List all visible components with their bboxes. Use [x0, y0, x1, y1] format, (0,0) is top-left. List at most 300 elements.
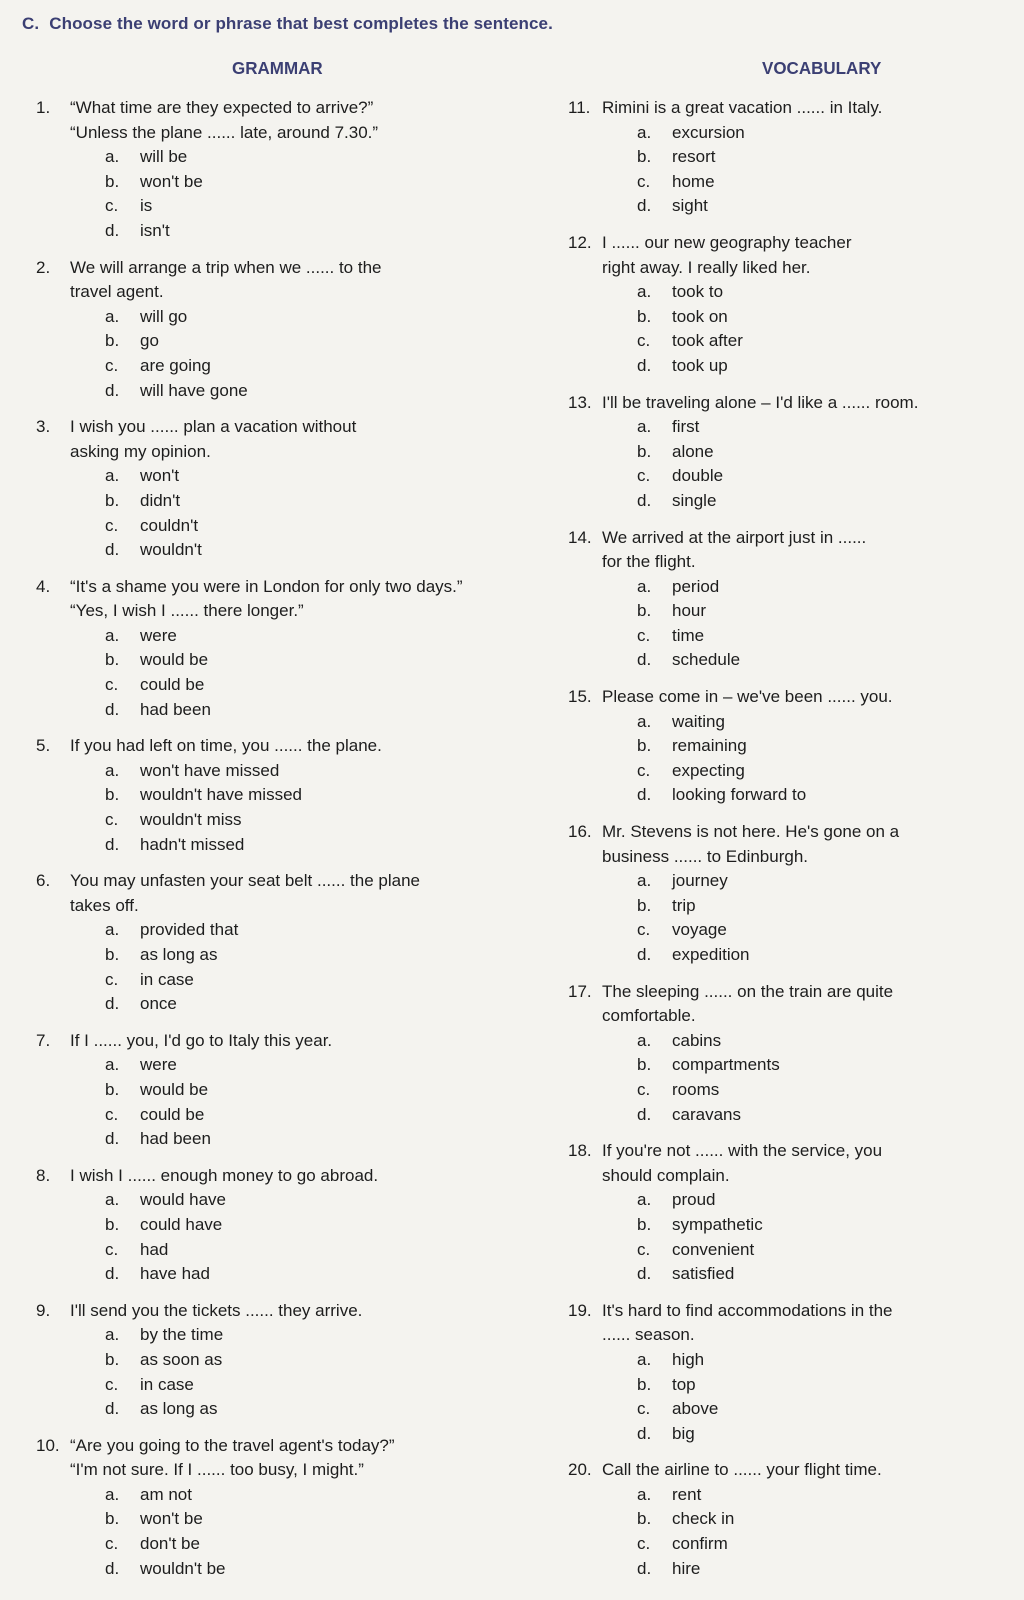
option-text: looking forward to: [672, 785, 807, 805]
answer-option[interactable]: [637, 894, 988, 919]
answer-option[interactable]: [637, 1373, 988, 1398]
answer-option[interactable]: [105, 648, 506, 673]
question-number: 5.: [36, 736, 51, 756]
option-text: were: [140, 625, 177, 645]
question-number: 15.: [568, 687, 592, 707]
answer-option[interactable]: [637, 783, 988, 808]
option-letter: d.: [637, 1558, 652, 1578]
option-text: as long as: [140, 945, 218, 964]
option-text: am not: [140, 1484, 192, 1504]
answer-option[interactable]: [105, 992, 506, 1017]
question-spacer: [568, 1287, 988, 1299]
answer-option[interactable]: [105, 464, 506, 489]
answer-option[interactable]: [637, 1557, 988, 1582]
option-text: are going: [140, 355, 211, 375]
option-letter: a.: [637, 1190, 652, 1210]
option-letter: c.: [105, 810, 119, 830]
answer-option[interactable]: [637, 624, 988, 649]
option-text: as soon as: [140, 1349, 223, 1369]
answer-option[interactable]: [105, 1188, 506, 1213]
question: [568, 526, 988, 674]
option-letter: d.: [105, 1558, 120, 1578]
option-letter: a.: [105, 1484, 120, 1504]
question-spacer: [36, 244, 506, 256]
answer-option[interactable]: [105, 1483, 506, 1508]
option-text: will be: [140, 147, 188, 167]
question-stem: If I ...... you, I'd go to Italy this year.: [70, 1030, 333, 1050]
option-letter: d.: [637, 1264, 652, 1284]
option-text: took after: [672, 331, 743, 351]
question-spacer: [568, 219, 988, 231]
answer-option[interactable]: [105, 783, 506, 808]
vocabulary-heading: VOCABULARY: [762, 58, 882, 79]
answer-option[interactable]: [105, 538, 506, 563]
question-number: 18.: [568, 1141, 592, 1161]
question-spacer: [568, 1127, 988, 1139]
question: [36, 96, 506, 244]
option-letter: b.: [105, 1509, 120, 1529]
option-letter: c.: [105, 1534, 119, 1554]
option-text: once: [140, 994, 177, 1014]
question: [36, 1029, 506, 1152]
option-letter: a.: [105, 466, 120, 486]
question: [36, 869, 506, 1017]
option-text: by the time: [140, 1325, 224, 1345]
answer-options: [637, 1483, 988, 1581]
answer-option[interactable]: [105, 1238, 506, 1263]
question-spacer: [568, 514, 988, 526]
option-text: had been: [140, 699, 211, 719]
answer-option[interactable]: [105, 1397, 506, 1422]
question: [568, 1299, 988, 1447]
option-text: took up: [672, 355, 728, 375]
option-text: excursion: [672, 122, 745, 142]
answer-option[interactable]: [637, 464, 988, 489]
option-letter: d.: [637, 650, 652, 670]
option-letter: c.: [637, 466, 651, 486]
option-text: above: [672, 1399, 719, 1419]
option-text: wouldn't be: [140, 1558, 226, 1578]
answer-options: [105, 1323, 506, 1421]
answer-option[interactable]: [637, 1262, 988, 1287]
option-text: would have: [140, 1190, 227, 1210]
answer-option[interactable]: [637, 1507, 988, 1532]
option-letter: b.: [637, 895, 652, 915]
question-stem: The sleeping ...... on the train are quite comfortable.: [602, 981, 894, 1026]
question: [36, 256, 506, 404]
option-text: took to: [672, 282, 724, 302]
question-spacer: [36, 1422, 506, 1434]
question-number: 11.: [568, 98, 591, 117]
option-text: won't: [140, 466, 180, 486]
answer-option[interactable]: [637, 280, 988, 305]
option-letter: a.: [105, 920, 120, 940]
answer-option[interactable]: [637, 1397, 988, 1422]
question: [36, 1164, 506, 1287]
question-stem: We will arrange a trip when we ...... to the travel agent.: [70, 257, 382, 302]
question-stem: Please come in – we've been ...... you.: [602, 687, 893, 707]
question-number: 4.: [36, 576, 51, 596]
question-spacer: [568, 379, 988, 391]
option-text: first: [672, 417, 700, 437]
option-letter: d.: [105, 1129, 120, 1149]
option-letter: b.: [105, 650, 120, 670]
answer-option[interactable]: [105, 698, 506, 723]
answer-option[interactable]: [637, 440, 988, 465]
option-text: had been: [140, 1129, 211, 1149]
answer-option[interactable]: [637, 1029, 988, 1054]
question-stem: “It's a shame you were in London for only two days.” “Yes, I wish I ...... there longer.”: [70, 576, 463, 621]
option-text: took on: [672, 306, 728, 326]
answer-options: [637, 869, 988, 967]
option-letter: d.: [105, 220, 120, 240]
answer-option[interactable]: [105, 514, 506, 539]
answer-option[interactable]: [105, 1348, 506, 1373]
option-text: rooms: [672, 1079, 720, 1099]
option-text: high: [672, 1349, 705, 1369]
question: [36, 415, 506, 563]
answer-option[interactable]: [637, 1053, 988, 1078]
option-letter: c.: [637, 760, 651, 780]
option-text: in case: [140, 969, 194, 989]
option-letter: d.: [637, 355, 652, 375]
question-number: 16.: [568, 822, 592, 842]
option-letter: b.: [105, 490, 120, 510]
answer-option[interactable]: [105, 489, 506, 514]
answer-option[interactable]: [105, 305, 506, 330]
option-letter: b.: [105, 1349, 120, 1369]
answer-option[interactable]: [637, 1103, 988, 1128]
option-text: could be: [140, 1104, 205, 1124]
option-text: alone: [672, 441, 714, 461]
option-text: home: [672, 171, 715, 191]
answer-option[interactable]: [637, 329, 988, 354]
question-stem: I ...... our new geography teacher right away. I really liked her.: [602, 232, 852, 277]
answer-options: [637, 1029, 988, 1127]
option-text: waiting: [672, 711, 725, 731]
vocabulary-column: [568, 96, 988, 1581]
question-spacer: [36, 722, 506, 734]
answer-option[interactable]: [105, 1262, 506, 1287]
option-text: double: [672, 466, 724, 486]
option-letter: c.: [637, 1534, 651, 1554]
option-text: couldn't: [140, 515, 199, 535]
answer-option[interactable]: [637, 145, 988, 170]
question-spacer: [36, 1287, 506, 1299]
option-letter: b.: [637, 1509, 652, 1529]
answer-options: [105, 305, 506, 403]
answer-option[interactable]: [105, 1323, 506, 1348]
answer-options: [105, 759, 506, 857]
option-letter: b.: [637, 601, 652, 621]
option-letter: d.: [105, 1399, 120, 1419]
question-spacer: [568, 1446, 988, 1458]
option-letter: b.: [105, 945, 120, 964]
answer-option[interactable]: [637, 869, 988, 894]
answer-options: [637, 710, 988, 808]
answer-option[interactable]: [105, 1078, 506, 1103]
answer-option[interactable]: [105, 1373, 506, 1398]
option-letter: b.: [637, 147, 652, 167]
answer-option[interactable]: [105, 968, 506, 993]
answer-options: [637, 280, 988, 378]
question: [568, 391, 988, 514]
option-letter: c.: [105, 1104, 119, 1124]
question-stem: Mr. Stevens is not here. He's gone on a business ...... to Edinburgh.: [602, 822, 900, 866]
question: [568, 231, 988, 379]
option-letter: d.: [637, 1423, 652, 1443]
answer-option[interactable]: [105, 1053, 506, 1078]
option-text: would be: [140, 650, 209, 670]
option-letter: b.: [105, 1079, 120, 1099]
option-letter: a.: [637, 711, 652, 731]
option-text: in case: [140, 1374, 194, 1394]
option-text: compartments: [672, 1055, 780, 1075]
answer-option[interactable]: [105, 833, 506, 858]
answer-option[interactable]: [637, 170, 988, 195]
question-stem: Call the airline to ...... your flight time.: [602, 1460, 882, 1480]
option-letter: d.: [637, 1104, 652, 1124]
answer-option[interactable]: [637, 415, 988, 440]
answer-option[interactable]: [105, 170, 506, 195]
question-number: 12.: [568, 232, 592, 252]
answer-option[interactable]: [105, 354, 506, 379]
answer-option[interactable]: [105, 1213, 506, 1238]
option-text: wouldn't have missed: [140, 785, 302, 805]
answer-option[interactable]: [637, 194, 988, 219]
question-spacer: [568, 968, 988, 980]
answer-options: [637, 415, 988, 513]
option-letter: d.: [637, 196, 652, 216]
question-spacer: [36, 1152, 506, 1164]
option-text: could have: [140, 1214, 223, 1234]
option-text: don't be: [140, 1534, 200, 1554]
option-letter: a.: [105, 306, 120, 326]
option-text: journey: [672, 871, 728, 891]
option-text: proud: [672, 1190, 716, 1210]
option-text: have had: [140, 1264, 210, 1284]
question-number: 19.: [568, 1300, 592, 1320]
option-letter: c.: [637, 1239, 651, 1259]
option-text: hour: [672, 601, 707, 621]
grammar-column: [36, 96, 506, 1581]
question: [568, 96, 988, 219]
option-text: satisfied: [672, 1264, 735, 1284]
answer-option[interactable]: [637, 489, 988, 514]
question: [568, 820, 988, 968]
option-text: will go: [140, 306, 188, 326]
answer-option[interactable]: [637, 599, 988, 624]
answer-option[interactable]: [105, 624, 506, 649]
option-text: is: [140, 196, 153, 216]
option-letter: a.: [105, 625, 120, 645]
option-letter: c.: [637, 625, 651, 645]
answer-option[interactable]: [637, 575, 988, 600]
option-text: wouldn't: [140, 540, 202, 560]
question-stem: I wish you ...... plan a vacation without asking my opinion.: [70, 417, 357, 461]
question-spacer: [568, 808, 988, 820]
answer-option[interactable]: [637, 121, 988, 146]
answer-option[interactable]: [105, 759, 506, 784]
option-text: won't have missed: [140, 760, 280, 780]
option-letter: d.: [637, 490, 652, 510]
answer-option[interactable]: [105, 145, 506, 170]
answer-option[interactable]: [105, 1532, 506, 1557]
option-letter: a.: [637, 1030, 652, 1050]
question-number: 9.: [36, 1300, 51, 1320]
question: [36, 1299, 506, 1422]
answer-options: [637, 1348, 988, 1446]
option-letter: b.: [637, 736, 652, 756]
option-text: time: [672, 625, 705, 645]
answer-option[interactable]: [637, 1348, 988, 1373]
answer-options: [637, 121, 988, 219]
option-text: didn't: [140, 490, 181, 510]
question-number: 20.: [568, 1460, 592, 1480]
option-letter: c.: [105, 515, 119, 535]
option-text: wouldn't miss: [140, 810, 242, 830]
answer-option[interactable]: [637, 1078, 988, 1103]
option-letter: b.: [637, 1374, 652, 1394]
answer-option[interactable]: [637, 354, 988, 379]
section-instruction: [22, 14, 553, 34]
option-text: voyage: [672, 920, 727, 940]
question-stem: You may unfasten your seat belt ...... the plane takes off.: [70, 871, 420, 915]
question-stem: I'll send you the tickets ...... they arrive.: [70, 1300, 363, 1320]
option-letter: b.: [105, 785, 120, 805]
option-text: expedition: [672, 945, 750, 964]
option-letter: c.: [637, 1399, 651, 1419]
question-stem: We arrived at the airport just in ...... for the flight.: [602, 527, 867, 572]
question-stem: “Are you going to the travel agent's today?” “I'm not sure. If I ...... too busy, I might.”: [70, 1435, 395, 1480]
answer-options: [105, 1483, 506, 1581]
question: [568, 685, 988, 808]
answer-option[interactable]: [105, 194, 506, 219]
option-letter: a.: [105, 1055, 120, 1075]
question-number: 14.: [568, 527, 592, 547]
answer-option[interactable]: [105, 1127, 506, 1152]
option-letter: c.: [105, 355, 119, 375]
answer-option[interactable]: [105, 1557, 506, 1582]
section-letter: C.: [22, 14, 40, 33]
option-letter: c.: [105, 196, 119, 216]
answer-option[interactable]: [637, 943, 988, 968]
option-letter: d.: [105, 380, 120, 400]
option-text: single: [672, 490, 717, 510]
option-text: expecting: [672, 760, 745, 780]
option-letter: a.: [637, 1484, 652, 1504]
answer-option[interactable]: [637, 918, 988, 943]
option-text: had: [140, 1239, 169, 1259]
option-text: sympathetic: [672, 1214, 763, 1234]
answer-option[interactable]: [105, 918, 506, 943]
option-letter: a.: [637, 871, 652, 891]
option-text: trip: [672, 895, 696, 915]
option-letter: c.: [105, 969, 119, 989]
option-text: resort: [672, 147, 716, 167]
option-letter: c.: [637, 1079, 651, 1099]
answer-options: [637, 575, 988, 673]
answer-options: [105, 918, 506, 1016]
answer-option[interactable]: [637, 305, 988, 330]
answer-option[interactable]: [105, 673, 506, 698]
option-text: top: [672, 1374, 696, 1394]
question-number: 3.: [36, 417, 51, 437]
option-letter: d.: [637, 945, 652, 964]
option-letter: b.: [105, 171, 120, 191]
answer-option[interactable]: [637, 1483, 988, 1508]
question: [36, 734, 506, 857]
option-letter: a.: [105, 1325, 120, 1345]
option-text: would be: [140, 1079, 209, 1099]
question-stem: I'll be traveling alone – I'd like a ...... room.: [602, 392, 919, 412]
answer-options: [105, 1053, 506, 1151]
option-letter: c.: [637, 171, 651, 191]
answer-option[interactable]: [637, 1532, 988, 1557]
answer-option[interactable]: [637, 759, 988, 784]
option-text: remaining: [672, 736, 747, 756]
question-number: 8.: [36, 1165, 51, 1185]
answer-option[interactable]: [105, 1103, 506, 1128]
question-number: 10.: [36, 1435, 60, 1455]
option-letter: a.: [105, 147, 120, 167]
answer-options: [105, 464, 506, 562]
option-text: will have gone: [140, 380, 248, 400]
option-letter: a.: [637, 1349, 652, 1369]
option-text: won't be: [140, 1509, 203, 1529]
option-letter: a.: [105, 760, 120, 780]
answer-option[interactable]: [637, 710, 988, 735]
answer-option[interactable]: [637, 1188, 988, 1213]
option-letter: b.: [105, 331, 120, 351]
option-letter: d.: [105, 699, 120, 719]
answer-option[interactable]: [637, 1213, 988, 1238]
question-spacer: [36, 403, 506, 415]
answer-options: [105, 1188, 506, 1286]
option-text: hire: [672, 1558, 701, 1578]
question-number: 7.: [36, 1030, 51, 1050]
answer-option[interactable]: [637, 734, 988, 759]
option-letter: a.: [637, 122, 652, 142]
option-letter: d.: [105, 1264, 120, 1284]
question-spacer: [36, 857, 506, 869]
question-stem: Rimini is a great vacation ...... in Italy.: [602, 98, 883, 117]
question-number: 17.: [568, 981, 592, 1001]
answer-option[interactable]: [105, 808, 506, 833]
option-text: could be: [140, 675, 205, 695]
question-number: 6.: [36, 871, 51, 891]
option-text: rent: [672, 1484, 702, 1504]
option-text: hadn't missed: [140, 834, 245, 854]
option-letter: d.: [105, 834, 120, 854]
answer-option[interactable]: [105, 219, 506, 244]
answer-options: [637, 1188, 988, 1286]
answer-option[interactable]: [637, 1238, 988, 1263]
answer-option[interactable]: [105, 943, 506, 968]
question-stem: If you had left on time, you ...... the plane.: [70, 736, 382, 756]
question-stem: It's hard to find accommodations in the ...... season.: [602, 1300, 893, 1345]
answer-option[interactable]: [105, 379, 506, 404]
option-letter: c.: [637, 331, 651, 351]
option-letter: a.: [637, 282, 652, 302]
answer-option[interactable]: [105, 329, 506, 354]
option-text: isn't: [140, 220, 170, 240]
answer-option[interactable]: [637, 1422, 988, 1447]
option-letter: d.: [637, 785, 652, 805]
answer-option[interactable]: [105, 1507, 506, 1532]
answer-option[interactable]: [637, 648, 988, 673]
question: [568, 1139, 988, 1287]
